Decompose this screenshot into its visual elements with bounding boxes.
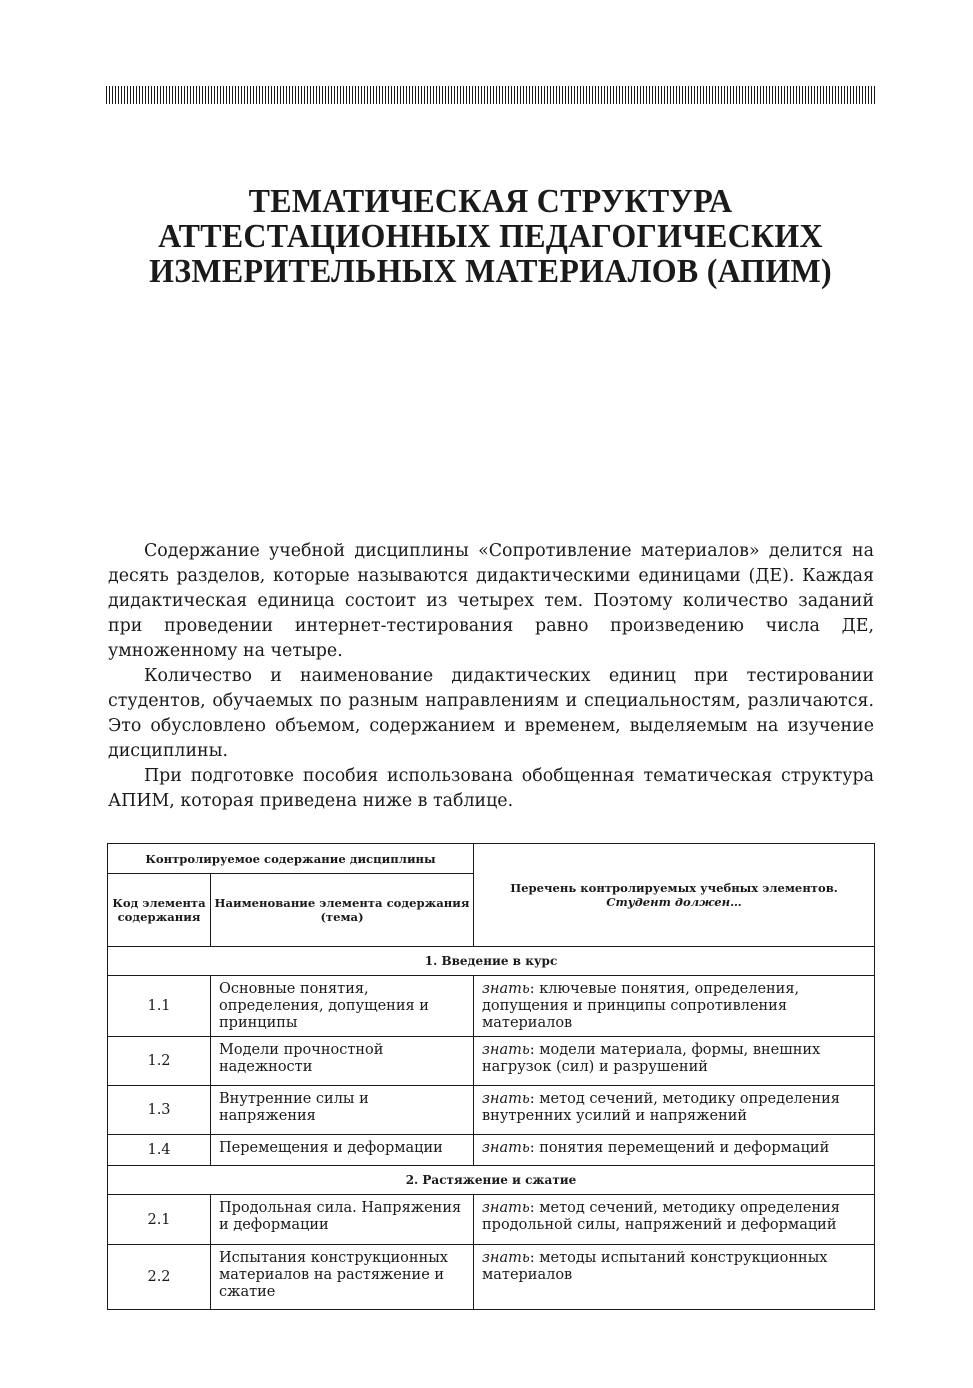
verb: знать [482, 1042, 530, 1058]
header-controlled-content: Контролируемое содержание дисциплины [108, 844, 474, 874]
header-requirements-label: Перечень контролируемых учебных элементов. [510, 881, 838, 895]
element-code: 1.4 [108, 1135, 211, 1166]
element-requirement [474, 1135, 875, 1166]
title-line: АТТЕСТАЦИОННЫХ ПЕДАГОГИЧЕСКИХ [158, 218, 823, 255]
paragraph: При подготовке пособия использована обобщенная тематическая структура АПИМ, которая приведена ниже в таблице. [108, 766, 874, 811]
verb: знать [482, 1250, 530, 1266]
header-requirements [474, 844, 875, 947]
element-code: 1.2 [108, 1037, 211, 1086]
element-requirement [474, 1245, 875, 1310]
table-body [108, 947, 875, 1310]
element-topic: Испытания конструкционных материалов на растяжение и сжатие [211, 1245, 474, 1310]
requirement-text: : метод сечений, методику определения внутренних усилий и напряжений [482, 1091, 840, 1124]
table-row [108, 1245, 875, 1310]
element-topic: Продольная сила. Напряжения и деформации [211, 1195, 474, 1245]
requirement-text: : ключевые понятия, определения, допущения и принципы сопротивления материалов [482, 981, 800, 1031]
element-requirement [474, 1195, 875, 1245]
section-row [108, 947, 875, 976]
paragraph: Содержание учебной дисциплины «Сопротивление материалов» делится на десять разделов, которые называются дидактическими единицами (ДЕ). Каждая дидактическая единица состоит из четырех тем. Поэтому количество заданий при проведении интернет-тестирования равно произведению числа ДЕ, умноженному на четыре. [108, 541, 874, 661]
table-row [108, 976, 875, 1037]
requirement-text: : модели материала, формы, внешних нагрузок (сил) и разрушений [482, 1042, 821, 1075]
title-line: ТЕМАТИЧЕСКАЯ СТРУКТУРА [248, 183, 733, 220]
element-code: 1.1 [108, 976, 211, 1037]
paragraph: Количество и наименование дидактических единиц при тестировании студентов, обучаемых по разным направлениям и специальностям, различаются. Это обусловлено объемом, содержанием и временем, выделяемым на изучение дисциплины. [108, 666, 874, 761]
header-topic: Наименование элемента содержания (тема) [211, 874, 474, 947]
element-code: 2.1 [108, 1195, 211, 1245]
header-rule [106, 86, 875, 104]
table-row [108, 1195, 875, 1245]
element-code: 1.3 [108, 1086, 211, 1135]
apim-structure-table [107, 843, 875, 1310]
element-topic: Основные понятия, определения, допущения и принципы [211, 976, 474, 1037]
element-requirement [474, 976, 875, 1037]
verb: знать [482, 1140, 530, 1156]
element-topic: Перемещения и деформации [211, 1135, 474, 1166]
section-title: 1. Введение в курс [108, 947, 875, 976]
table-row [108, 1037, 875, 1086]
verb: знать [482, 981, 530, 997]
requirement-text: : методы испытаний конструкционных материалов [482, 1250, 828, 1283]
verb: знать [482, 1200, 530, 1216]
requirement-text: : метод сечений, методику определения продольной силы, напряжений и деформаций [482, 1200, 840, 1233]
element-topic: Модели прочностной надежности [211, 1037, 474, 1086]
element-topic: Внутренние силы и напряжения [211, 1086, 474, 1135]
header-requirements-sub: Студент должен… [606, 895, 742, 909]
table-row [108, 1086, 875, 1135]
page-title [129, 184, 852, 289]
header-code: Код элемента содержания [108, 874, 211, 947]
requirement-text: : понятия перемещений и деформаций [529, 1140, 830, 1156]
section-row [108, 1166, 875, 1195]
element-requirement [474, 1037, 875, 1086]
verb: знать [482, 1091, 530, 1107]
title-line: ИЗМЕРИТЕЛЬНЫХ МАТЕРИАЛОВ (АПИМ) [149, 253, 832, 290]
table-row [108, 1135, 875, 1166]
element-requirement [474, 1086, 875, 1135]
section-title: 2. Растяжение и сжатие [108, 1166, 875, 1195]
element-code: 2.2 [108, 1245, 211, 1310]
intro-text [108, 539, 874, 814]
